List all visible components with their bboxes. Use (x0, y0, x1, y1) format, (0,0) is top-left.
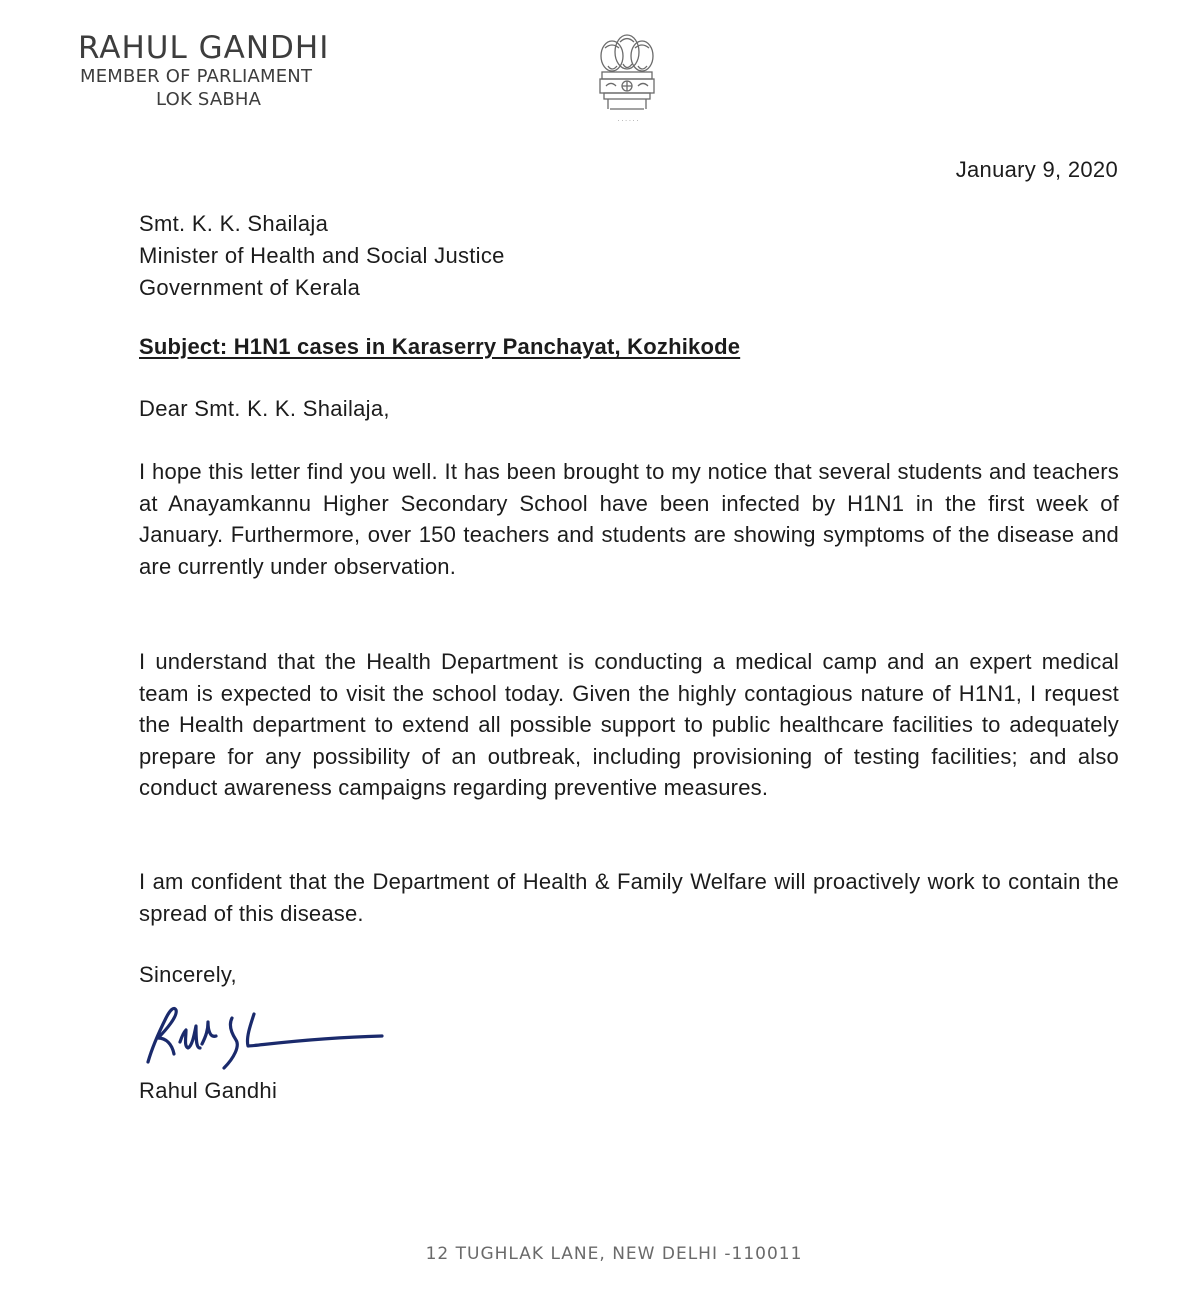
signature-image (136, 996, 396, 1076)
recipient-block (139, 208, 505, 304)
letterhead-name: RAHUL GANDHI (78, 30, 330, 66)
recipient-organization: Government of Kerala (139, 275, 361, 300)
letterhead-role: MEMBER OF PARLIAMENT (80, 66, 313, 87)
emblem-motto: · · · · · · (617, 118, 639, 125)
letter-date: January 9, 2020 (955, 157, 1118, 182)
letterhead (78, 30, 378, 112)
body-paragraph-1: I hope this letter find you well. It has been brought to my notice that several students and teachers at Anayamkannu Higher Secondary School have been infected by H1N1 in the first week of January. Furthermore, over 150 teachers and students are showing symptoms of the disease and are currently under observation. (139, 459, 1119, 579)
footer-address-text: 12 TUGHLAK LANE, NEW DELHI -110011 (425, 1244, 803, 1264)
body-paragraph-3: I am confident that the Department of Health & Family Welfare will proactively work to contain the spread of this disease. (139, 869, 1119, 926)
letterhead-house: LOK SABHA (156, 89, 262, 110)
footer-address (0, 1244, 1200, 1264)
signer-name: Rahul Gandhi (139, 1078, 278, 1103)
national-emblem-icon (588, 26, 666, 122)
body-paragraph-2: I understand that the Health Department is conducting a medical camp and an expert medical team is expected to visit the school today. Given the highly contagious nature of H1N1, I request the Health department to extend all possible support to public healthcare facilities to adequately prepare for any possibility of an outbreak, including provisioning of testing facilities; and also conduct awareness campaigns regarding preventive measures. (139, 649, 1119, 800)
recipient-title: Minister of Health and Social Justice (139, 243, 505, 268)
letter-subject: Subject: H1N1 cases in Karaserry Panchayat, Kozhikode (139, 334, 741, 359)
closing: Sincerely, (139, 962, 237, 987)
salutation: Dear Smt. K. K. Shailaja, (139, 396, 390, 421)
recipient-name: Smt. K. K. Shailaja (139, 211, 329, 236)
